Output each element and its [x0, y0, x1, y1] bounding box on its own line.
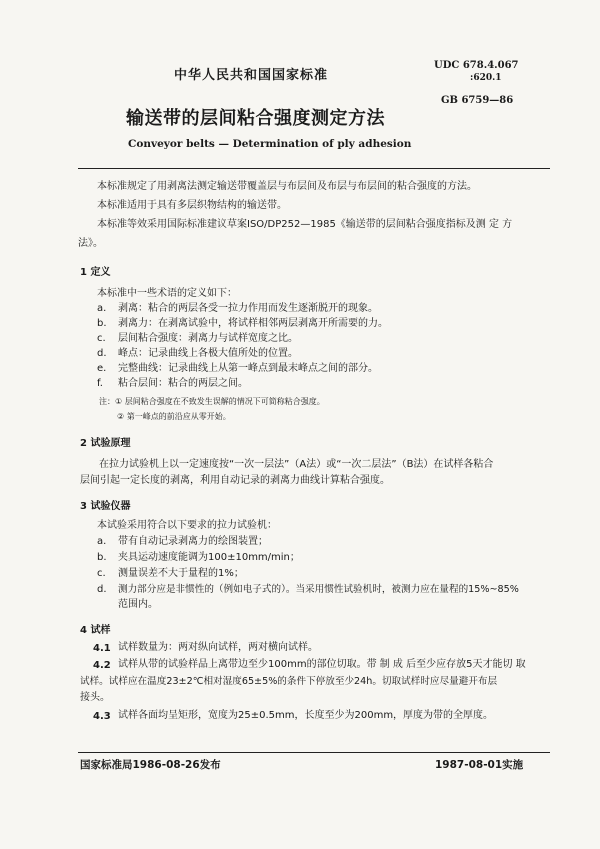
section-2-line-1: 在拉力试验机上以一定速度按“一次一层法”（A法）或“一次二层法”（B法）在试样各粘合 [99, 459, 494, 470]
def-item-mark: b. [97, 318, 107, 329]
def-item-text: 粘合层间：粘合的两层之间。 [118, 378, 248, 389]
def-item-mark: e. [97, 363, 107, 374]
footer-rule [78, 752, 550, 753]
intro-line-1: 本标准规定了用剥离法测定输送带覆盖层与布层间及布层与布层间的粘合强度的方法。 [97, 181, 477, 192]
req-item-mark: a. [97, 536, 107, 547]
note-1: 注：① 层间粘合强度在不致发生误解的情况下可简称粘合强度。 [99, 397, 325, 406]
def-item-mark: f. [97, 378, 103, 389]
def-item-mark: c. [97, 333, 106, 344]
section-2-line-2: 层间引起一定长度的剥离，利用自动记录的剥离力曲线计算粘合强度。 [80, 475, 390, 486]
intro-line-3: 本标准等效采用国际标准建议草案ISO/DP252—1985《输送带的层间粘合强度指标及测 定 方 [97, 219, 513, 230]
section-4-heading: 4 试样 [80, 625, 111, 636]
issuing-org: 中华人民共和国国家标准 [174, 68, 329, 83]
def-item-mark: a. [97, 303, 107, 314]
section-3-lead: 本试验采用符合以下要求的拉力试验机： [97, 520, 277, 531]
section-1-lead: 本标准中一些术语的定义如下： [97, 288, 237, 299]
gb-number: GB 6759—86 [441, 95, 514, 106]
req-item-mark: b. [97, 552, 107, 563]
issue-date: 国家标准局1986-08-26发布 [80, 759, 221, 771]
intro-line-4: 法》。 [78, 238, 103, 249]
def-item-text: 完整曲线：记录曲线上从第一峰点到最末峰点之间的部分。 [118, 363, 378, 374]
clause-4-2-line-3: 接头。 [80, 692, 110, 703]
def-item-mark: d. [97, 348, 107, 359]
title-cn: 输送带的层间粘合强度测定方法 [126, 108, 385, 129]
req-item-text: 带有自动记录剥离力的绘图装置； [118, 536, 268, 547]
req-item-text: 夹具运动速度能调为100±10mm/min； [118, 552, 300, 563]
title-en: Conveyor belts — Determination of ply adhesion [128, 138, 412, 150]
section-2-heading: 2 试验原理 [80, 438, 131, 449]
clause-number: 4.1 [93, 643, 111, 654]
clause-4-2-line-1: 试样从带的试验样品上离带边至少100mm的部位切取。带 制 成 后至少应存放5天才能切 取 [118, 659, 526, 670]
req-item-text-cont: 范围内。 [118, 599, 158, 610]
clause-4-1-text: 试样数量为：两对纵向试样，两对横向试样。 [118, 642, 318, 653]
req-item-text: 测力部分应是非惯性的（例如电子式的）。当采用惯性试验机时，被测力应在量程的15%~85% [118, 584, 519, 595]
section-3-heading: 3 试验仪器 [80, 501, 131, 512]
clause-number: 4.3 [93, 711, 111, 722]
def-item-text: 剥离力：在剥离试验中，将试样相邻两层剥离开所需要的力。 [118, 318, 388, 329]
section-1-heading: 1 定义 [80, 267, 111, 278]
def-item-text: 层间粘合强度：剥离力与试样宽度之比。 [118, 333, 298, 344]
intro-line-2: 本标准适用于具有多层织物结构的输送带。 [97, 200, 287, 211]
req-item-text: 测量误差不大于量程的1%； [118, 568, 244, 579]
effective-date: 1987-08-01实施 [435, 759, 524, 771]
def-item-text: 峰点：记录曲线上各极大值所处的位置。 [118, 348, 298, 359]
header-rule [78, 168, 550, 169]
req-item-mark: c. [97, 568, 106, 579]
clause-4-2-line-2: 试样。试样应在温度23±2℃相对湿度65±5%的条件下停放至少24h。切取试样时应尽量避开布层 [80, 676, 498, 687]
udc-code-cont: :620.1 [470, 73, 502, 83]
req-item-mark: d. [97, 584, 107, 595]
def-item-text: 剥离：粘合的两层各受一拉力作用而发生逐渐脱开的现象。 [118, 303, 378, 314]
note-2: ② 第一峰点的前沿应从零开始。 [117, 412, 231, 421]
clause-4-3-text: 试样各面均呈矩形，宽度为25±0.5mm，长度至少为200mm，厚度为带的全厚度。 [118, 710, 494, 721]
clause-number: 4.2 [93, 660, 111, 671]
udc-code: UDC 678.4.067 [434, 60, 519, 71]
